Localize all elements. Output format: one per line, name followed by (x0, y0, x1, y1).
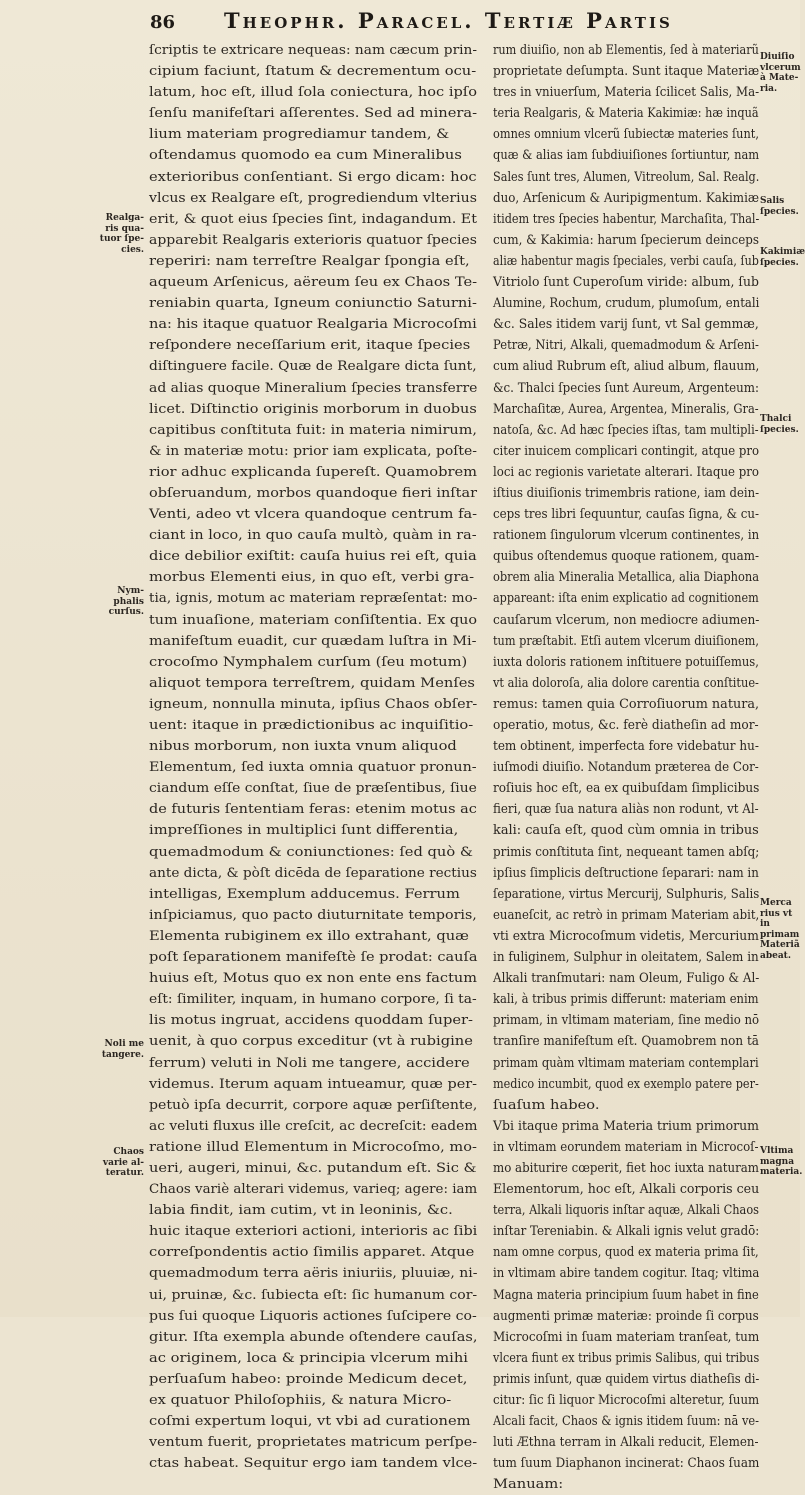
text-line: diſtinguere facile. Quæ de Realgare dicta ſunt, (149, 359, 477, 375)
text-line: huius eſt, Motus quo ex non ente ens factum (149, 971, 478, 987)
text-line: videmus. Iterum aquam intueamur, quæ per- (149, 1076, 478, 1092)
margin-note-kakimiae: Kakimiæ ſpecies. (760, 247, 805, 268)
text-line: ſcriptis te extricare nequeas: nam cæcum prin- (149, 43, 477, 58)
text-line: Sales ſunt tres, Alumen, Vitreolum, Sal. Realg. (493, 169, 760, 185)
text-line: ciant in loco, in quo cauſa multò, quàm in ra- (149, 528, 477, 544)
text-line: omnes omnium vlcerũ ſubiectæ materies ſunt, (493, 127, 759, 143)
left-text-column (149, 40, 477, 1474)
margin-note-salis: Salis ſpecies. (760, 196, 799, 217)
text-line: aliquot tempora terreſtrem, quidam Menſes (149, 675, 475, 691)
text-line: tia, ignis, motum ac materiam repræſentat: mo- (149, 591, 478, 607)
text-line: ipſius ſimplicis deſtructione ſeparari: nam in (493, 865, 759, 881)
text-line: apparebit Realgaris exterioris quatuor ſpecies (149, 232, 477, 248)
text-line: erit, & quot eius ſpecies ſint, indagandum. Et (149, 211, 477, 227)
text-line: ciandum eſſe conſtat, ſiue de præſentibus, ſiue (149, 781, 477, 797)
text-line: Elementorum, hoc eſt, Alkali corporis ceu (493, 1182, 760, 1198)
text-line: ctas habeat. Sequitur ergo iam tandem vlce- (149, 1456, 478, 1472)
text-line: ac originem, loca & principia vlcerum mihi (149, 1350, 468, 1366)
margin-note-mercurius: Merca rius vt in primam Materiã abeat. (760, 898, 800, 961)
text-line: kali, à tribus primis differunt: materiam enim (493, 992, 759, 1008)
text-line: Alkali tranſmutari: nam Oleum, Fuligo & Al- (493, 971, 760, 987)
text-line: aliæ habentur magis ſpeciales, verbi cauſa, ſub (493, 253, 759, 269)
text-line: morbus Elementi eius, in quo eſt, verbi gra- (149, 570, 475, 586)
text-line: citur: ſic ſi liquor Microcoſmi alteretur, ſuum (493, 1393, 760, 1408)
text-line: natoſa, &c. Ad hæc ſpecies iſtas, tam multipli- (493, 422, 759, 438)
text-line: ventum fuerit, proprietates matricum perſpe- (149, 1435, 478, 1451)
text-line: in fuliginem, Sulphur in oleitatem, Salem in (493, 950, 759, 966)
text-line: reperiri: nam terreſtre Realgar ſpongia eſt, (149, 253, 470, 269)
text-line: tres in vniuerſum, Materia ſcilicet Salis, Ma- (493, 85, 760, 101)
text-line: iuſmodi diuiſio. Notandum præterea de Cor- (493, 760, 759, 776)
text-line: lis motus ingruat, accidens quoddam ſuper- (149, 1013, 473, 1029)
text-line: cum aliud Rubrum eſt, aliud album, flauum, (493, 359, 760, 375)
text-line: coſmi expertum loqui, vt vbi ad curationem (149, 1414, 471, 1430)
text-line: uent: itaque in prædictionibus ac inquiſitio- (149, 718, 474, 733)
text-line: manifeſtum euadit, cur quædam luſtra in Mi- (149, 633, 477, 649)
text-line: mo abiturire cœperit, fiet hoc iuxta naturam (493, 1160, 759, 1176)
text-line: lium materiam progrediamur tandem, & (149, 127, 450, 143)
text-line: ferrum) veluti in Noli me tangere, accidere (149, 1055, 470, 1071)
text-line: ratione illud Elementum in Microcoſmo, mo- (149, 1139, 477, 1155)
text-line: proprietate deſumpta. Sunt itaque Materiæ (493, 64, 760, 80)
text-line: quibus oſtendemus quoque rationem, quam- (493, 549, 759, 565)
text-line: correſpondentis actio ſimilis apparet. Atque (149, 1245, 475, 1261)
text-line: cum, & Kakimia: harum ſpecierum deinceps (493, 232, 759, 248)
text-line: roſiuis hoc eſt, ea ex quibuſdam ſimplicibus (493, 781, 760, 797)
margin-note-thalci: Thalci ſpecies. (760, 414, 799, 435)
text-line: fieri, quæ ſua natura aliàs non rodunt, vt Al- (493, 802, 759, 818)
text-line: capitibus conſtituta fuit: in materia nimirum, (149, 422, 477, 438)
text-line: ex quatuor Philoſophiis, & natura Micro- (149, 1393, 452, 1408)
text-line: eſt: ſimiliter, inquam, in humano corpore, ſi ta- (149, 992, 477, 1008)
text-line: tum præſtabit. Etſi autem vlcerum diuiſionem, (493, 633, 759, 649)
text-line: inſtar Tereniabin. & Alkali ignis velut gradō: (493, 1224, 760, 1240)
text-line: quemadmodum terra aëris iniuriis, pluuiæ, ni- (149, 1266, 478, 1282)
text-line: ac veluti fluxus ille creſcit, ac decreſcit: eadem (149, 1118, 478, 1134)
text-line: euaneſcit, ac retrò in primam Materiam abit, (493, 907, 760, 923)
text-line: crocoſmo Nymphalem curſum (ſeu motum) (149, 654, 468, 670)
text-line: operatio, motus, &c. ferè diatheſin ad mor- (493, 718, 759, 733)
text-line: ad alias quoque Mineralium ſpecies transferre (149, 380, 478, 396)
text-line: Manuam: (493, 1477, 564, 1493)
right-text-column (493, 40, 759, 1495)
text-line: Chaos variè alterari videmus, varieq; agere: iam (149, 1182, 478, 1198)
text-line: uenit, à quo corpus exceditur (vt à rubigine (149, 1034, 473, 1050)
text-line: na: his itaque quatuor Realgaria Microcoſmi (149, 317, 477, 333)
text-line: ſenſu manifeſtari aſſerentes. Sed ad minera- (149, 106, 478, 122)
text-line: &c. Sales itidem varij ſunt, vt Sal gemmæ, (493, 317, 759, 333)
text-line: vt alia doloroſa, alia dolore carentia conſtitue- (493, 675, 759, 691)
text-line: obrem alia Mineralia Metallica, alia Diaphona (493, 570, 760, 586)
page-header (150, 8, 750, 44)
text-line: nam omne corpus, quod ex materia prima ſit, (493, 1245, 759, 1261)
text-line: cipium faciunt, ſtatum & decrementum ocu- (149, 64, 477, 80)
text-line: rum diuiſio, non ab Elementis, ſed à materiarũ (493, 43, 759, 58)
text-line: primis conſtituta ſint, nequeant tamen abſq; (493, 844, 760, 860)
text-line: in vltimam eorundem materiam in Microcoſ- (493, 1139, 759, 1155)
text-line: ceps tres libri ſequuntur, cauſas ſigna, & cu- (493, 507, 760, 523)
text-line: quemadmodum & coniunctiones: ſed quò & (149, 844, 473, 860)
text-line: huic itaque exteriori actioni, interioris ac ſibi (149, 1224, 478, 1240)
text-line: & in materiæ motu: prior iam explicata, poſte- (149, 443, 477, 459)
text-line: ante dicta, & pòſt dicēda de ſeparatione rectius (149, 865, 477, 881)
margin-note-realgaris: Realga- ris qua- tuor ſpe- cies. (99, 213, 144, 255)
text-line: tem obtinent, imperfecta fore videbatur hu- (493, 739, 759, 755)
text-line: ſuaſum habeo. (493, 1097, 600, 1113)
text-line: luti Æthna terram in Alkali reducit, Elemen- (493, 1435, 759, 1451)
text-line: itidem tres ſpecies habentur, Marchaſita, Thal- (493, 211, 760, 227)
text-line: tum inuaſione, materiam conſiſtentia. Ex quo (149, 612, 477, 628)
text-line: nibus morborum, non iuxta vnum aliquod (149, 739, 457, 755)
text-line: kali: cauſa eſt, quod cùm omnia in tribus (493, 823, 759, 839)
text-line: in vltimam abire tandem cogitur. Itaq; vltima (493, 1266, 760, 1282)
text-line: reniabin quarta, Igneum coniunctio Saturni- (149, 296, 477, 312)
text-line: Petræ, Nitri, Alkali, quemadmodum & Arſeni- (493, 338, 759, 354)
text-line: tum ſuum Diaphanon incinerat: Chaos ſuam (493, 1456, 760, 1472)
text-line: pus ſui quoque Liquoris actiones ſuſcipere co- (149, 1308, 477, 1324)
text-line: duo, Arſenicum & Auripigmentum. Kakimiæ (493, 190, 760, 206)
text-line: tranſire manifeſtum eſt. Quamobrem non tā (493, 1034, 759, 1050)
text-line: appareant: iſta enim explicatio ad cognitionem (493, 591, 759, 607)
text-line: igneum, nonnulla minuta, ipſius Chaos obſer- (149, 696, 478, 712)
text-line: aqueum Arſenicus, aëreum ſeu ex Chaos Te- (149, 275, 478, 291)
text-line: de futuris ſententiam feras: etenim motus ac (149, 802, 477, 818)
text-line: Magna materia principium ſuum habet in fine (493, 1287, 759, 1303)
text-line: Venti, adeo vt vlcera quandoque centrum fa- (149, 507, 478, 523)
text-line: gitur. Iſta exempla abunde oſtendere cauſas, (149, 1329, 478, 1345)
margin-note-diuisio: Diuiſio vlcerum à Mate- ria. (760, 52, 801, 94)
text-line: impreſſiones in multiplici ſunt differentia, (149, 823, 459, 839)
text-line: exterioribus conſentiant. Si ergo dicam: hoc (149, 169, 477, 185)
text-line: inſpiciamus, quo pacto diuturnitate temporis, (149, 907, 477, 923)
text-line: Microcoſmi in ſuam materiam tranſeat, tum (493, 1329, 760, 1345)
text-line: Alcali facit, Chaos & ignis itidem ſuum: nā ve- (493, 1414, 760, 1430)
running-title: Theophr. Paracel. Tertiæ Partis (224, 8, 673, 33)
text-line: iſtius diuiſionis trimembris ratione, iam dein- (493, 485, 760, 501)
text-line: Vbi itaque prima Materia trium primorum (493, 1118, 759, 1134)
text-line: teria Realgaris, & Materia Kakimiæ: hæ inquã (493, 106, 759, 122)
text-line: primam quàm vltimam materiam contemplari (493, 1055, 759, 1071)
text-line: poſt ſeparationem manifeſtè ſe prodat: cauſa (149, 950, 478, 966)
text-line: cauſarum vlcerum, non mediocre adiumen- (493, 612, 760, 628)
text-line: loci ac regionis varietate alterari. Itaque pro (493, 464, 759, 480)
margin-note-nymphalis: Nym- phalis curſus. (108, 586, 144, 617)
text-line: oſtendamus quomodo ea cum Mineralibus (149, 148, 462, 164)
text-line: labia findit, iam cutim, vt in leoninis, &c. (149, 1203, 453, 1219)
text-line: vti extra Microcoſmum videtis, Mercurium (493, 928, 759, 944)
text-line: dice debilior exiſtit: cauſa huius rei eſt, quia (149, 549, 477, 565)
text-line: ſeparatione, virtus Mercurij, Sulphuris, Salis (493, 886, 760, 902)
text-line: &c. Thalci ſpecies ſunt Aureum, Argenteum: (493, 380, 760, 396)
text-line: quæ & alias iam ſubdiuiſiones ſortiuntur, nam (493, 148, 760, 164)
text-line: Alumine, Rochum, crudum, plumoſum, entali (493, 296, 760, 312)
text-line: licet. Diſtinctio originis morborum in duobus (149, 401, 477, 417)
text-line: intelligas, Exemplum adducemus. Ferrum (149, 886, 460, 902)
text-line: Elementum, ſed iuxta omnia quatuor pronun- (149, 760, 477, 776)
text-line: latum, hoc eſt, illud ſola coniectura, hoc ipſo (149, 85, 477, 101)
margin-note-noli-me-tangere: Noli me tangere. (101, 1039, 144, 1060)
text-line: reſpondere neceſſarium erit, itaque ſpecies (149, 338, 471, 354)
text-line: rior adhuc explicanda ſupereſt. Quamobrem (149, 464, 478, 480)
text-line: petuò ipſa decurrit, corpore aquæ perſiſtente, (149, 1097, 478, 1113)
text-line: vlcera fiunt ex tribus primis Salibus, qui tribus (493, 1350, 760, 1366)
text-line: primis inſunt, quæ quidem virtus diatheſis di- (493, 1371, 760, 1387)
text-line: augmenti primæ materiæ: proinde ſi corpus (493, 1308, 759, 1324)
text-line: primam, in vltimam materiam, ſine medio nō (493, 1013, 760, 1029)
text-line: medico incumbit, quod ex exemplo patere per- (493, 1076, 759, 1092)
text-line: remus: tamen quia Corroſiuorum natura, (493, 696, 760, 712)
text-line: terra, Alkali liquoris inſtar aquæ, Alkali Chaos (493, 1203, 759, 1219)
text-line: vlcus ex Realgare eſt, progrediendum vlterius (149, 190, 477, 206)
text-line: Marchaſitæ, Aurea, Argentea, Mineralis, Gra- (493, 401, 759, 417)
text-line: ui, pruinæ, &c. ſubiecta eſt: ſic humanum cor- (149, 1287, 478, 1303)
margin-note-chaos: Chaos varie al- teratur. (102, 1147, 144, 1178)
text-line: obſeruandum, morbos quandoque fieri inſtar (149, 485, 477, 501)
text-line: Vitriolo ſunt Cuperoſum viride: album, ſub (493, 275, 759, 291)
text-line: ueri, augeri, minui, &c. putandum eſt. Sic & (149, 1160, 477, 1176)
text-line: iuxta doloris rationem inſtituere potuiſſemus, (493, 654, 759, 670)
text-line: citer inuicem complicari contingit, atque pro (493, 443, 759, 459)
text-line: perſuaſum habeo: proinde Medicum decet, (149, 1371, 468, 1387)
text-line: Elementa rubiginem ex illo extrahant, quæ (149, 928, 469, 944)
text-line: rationem ſingulorum vlcerum continentes, in (493, 528, 760, 544)
page-number: 86 (150, 12, 176, 33)
margin-note-vltima: Vltima magna materia. (760, 1146, 803, 1177)
